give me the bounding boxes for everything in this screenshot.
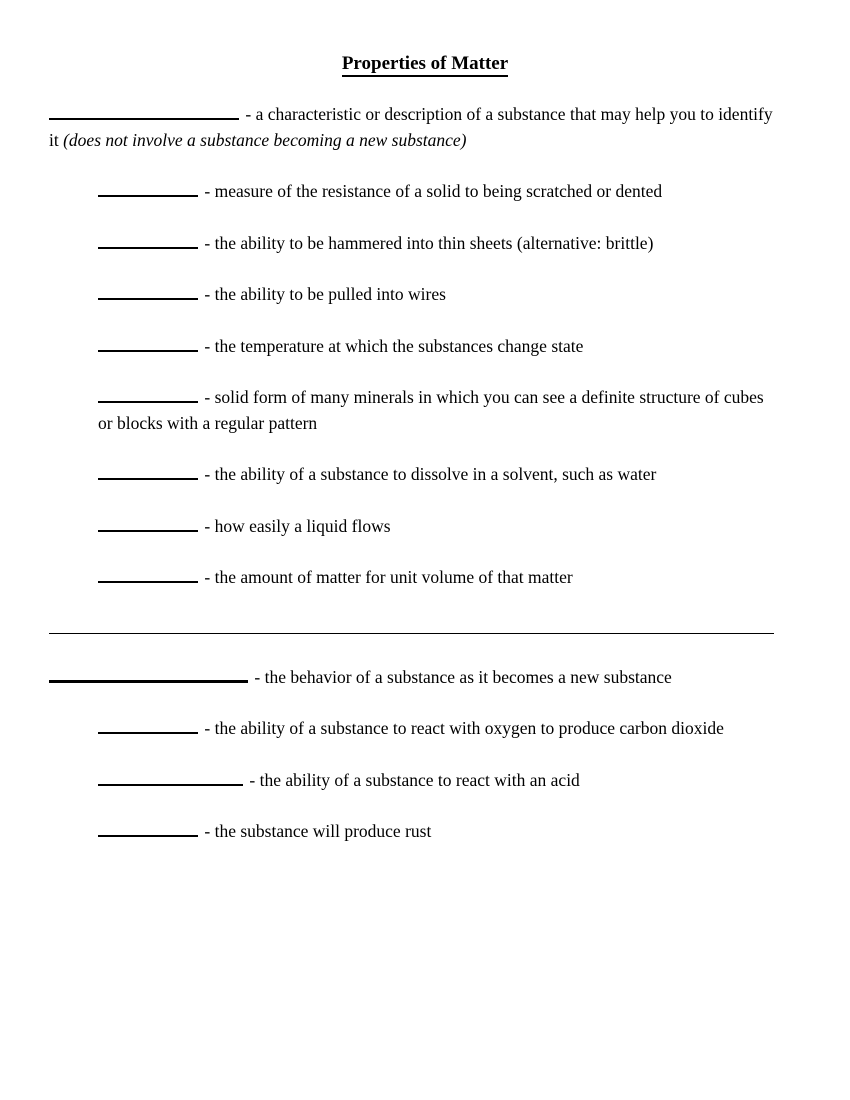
definition-text: - the ability to be hammered into thin sheets (alternative: brittle) xyxy=(200,232,654,253)
blank-reactivity-acid[interactable] xyxy=(98,771,243,786)
physical-property-note: (does not involve a substance becoming a new substance) xyxy=(63,129,467,150)
definition-text: - the ability of a substance to react with an acid xyxy=(245,769,580,790)
blank-oxidation[interactable] xyxy=(98,822,198,837)
definition-item xyxy=(49,514,780,540)
definition-text: - how easily a liquid flows xyxy=(200,515,391,536)
definition-item xyxy=(49,768,780,794)
chemical-property-definition xyxy=(49,665,780,691)
chemical-section-content xyxy=(0,665,850,845)
blank-density[interactable] xyxy=(98,568,198,583)
definition-text: - the ability of a substance to dissolve in a solvent, such as water xyxy=(200,464,657,484)
definition-text: - the ability of a substance to react with oxygen to produce carbon dioxide xyxy=(200,718,724,738)
definition-item xyxy=(49,179,780,205)
section-divider xyxy=(49,633,774,634)
blank-combustibility[interactable] xyxy=(98,719,198,734)
chemical-property-description: - the behavior of a substance as it becomes a new substance xyxy=(250,666,672,687)
blank-chemical-property[interactable] xyxy=(49,667,248,683)
blank-ductility[interactable] xyxy=(98,285,198,300)
definition-item xyxy=(49,716,780,742)
physical-property-definition xyxy=(49,102,780,153)
definition-item xyxy=(49,282,780,308)
definition-item xyxy=(49,334,780,360)
page-title xyxy=(0,0,850,76)
physical-property-description: - a characteristic or description of a substance that may help you to identify it xyxy=(49,104,773,150)
definition-text: - measure of the resistance of a solid to being scratched or dented xyxy=(200,181,663,201)
definition-text: - the temperature at which the substances change state xyxy=(200,335,584,356)
definition-text: - solid form of many minerals in which you can see a definite structure of cubes or blocks with a regular pattern xyxy=(98,387,764,433)
definition-item xyxy=(49,385,780,436)
definition-text: - the ability to be pulled into wires xyxy=(200,284,446,304)
blank-physical-property[interactable] xyxy=(49,105,239,120)
blank-malleability[interactable] xyxy=(98,234,198,249)
page-title-text: Properties of Matter xyxy=(342,53,508,77)
definition-item xyxy=(49,819,780,845)
blank-crystal-form[interactable] xyxy=(98,388,198,403)
definition-item xyxy=(49,231,780,257)
definition-item xyxy=(49,565,780,591)
blank-melting-boiling-point[interactable] xyxy=(98,337,198,352)
definition-text: - the amount of matter for unit volume of that matter xyxy=(200,567,573,587)
blank-solubility[interactable] xyxy=(98,465,198,480)
blank-hardness[interactable] xyxy=(98,182,198,197)
definition-item xyxy=(49,462,780,488)
blank-viscosity[interactable] xyxy=(98,517,198,532)
definition-text: - the substance will produce rust xyxy=(200,821,432,841)
document-content xyxy=(0,102,850,591)
